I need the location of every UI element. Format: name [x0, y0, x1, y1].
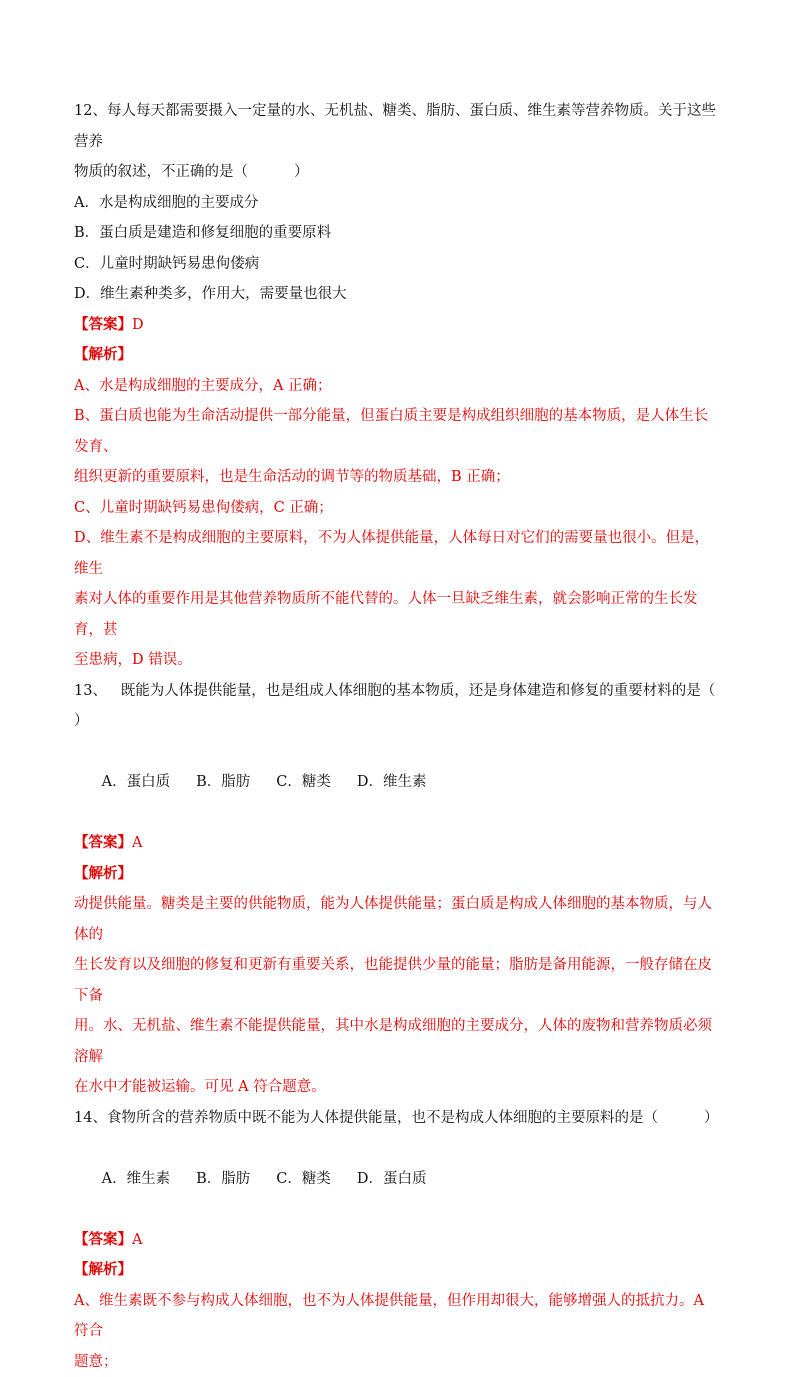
answer-tag: 【答案】	[74, 834, 132, 851]
q13-stem-line2: ）	[74, 706, 720, 737]
q13-analysis-line: 动提供能量。糖类是主要的供能物质，能为人体提供能量；蛋白质是构成人体细胞的基本物质，与人体的	[74, 889, 720, 950]
q13-analysis-tag: 【解析】	[74, 859, 720, 890]
q13-analysis-line: 生长发育以及细胞的修复和更新有重要关系，也能提供少量的能量；脂肪是备用能源，一般存储在皮下备	[74, 950, 720, 1011]
q13-options	[74, 737, 720, 829]
q14-option-a: A．维生素	[102, 1164, 170, 1195]
answer-tag: 【答案】	[74, 1231, 132, 1248]
q14-stem-line1: 14、食物所含的营养物质中既不能为人体提供能量，也不是构成人体细胞的主要原料的是（ ）	[74, 1103, 720, 1134]
q14-option-d: D．蛋白质	[357, 1164, 427, 1195]
q14-option-b: B．脂肪	[196, 1164, 250, 1195]
q12-analysis-line: 至患病，D 错误。	[74, 645, 720, 676]
q12-answer	[74, 310, 720, 341]
q12-analysis-line: 素对人体的重要作用是其他营养物质所不能代替的。人体一旦缺乏维生素，就会影响正常的生长发育，甚	[74, 584, 720, 645]
q14-answer	[74, 1225, 720, 1256]
q12-stem-line2: 物质的叙述，不正确的是（ ）	[74, 157, 720, 188]
q12-analysis-line: C、儿童时期缺钙易患佝偻病，C 正确；	[74, 493, 720, 524]
q12-analysis-line: A、水是构成细胞的主要成分，A 正确；	[74, 371, 720, 402]
answer-tag: 【答案】	[74, 316, 132, 333]
q13-stem-line1: 13、 既能为人体提供能量，也是组成人体细胞的基本物质，还是身体建造和修复的重要材料的是（	[74, 676, 720, 707]
q12-analysis-tag: 【解析】	[74, 340, 720, 371]
answer-value: A	[132, 1232, 142, 1248]
q14-options	[74, 1133, 720, 1225]
question-14	[74, 1103, 720, 1377]
q12-analysis-line: B、蛋白质也能为生命活动提供一部分能量，但蛋白质主要是构成组织细胞的基本物质，是人体生长发育、	[74, 401, 720, 462]
q14-analysis-line: 题意；	[74, 1347, 720, 1377]
q12-stem-line1: 12、每人每天都需要摄入一定量的水、无机盐、糖类、脂肪、蛋白质、维生素等营养物质。关于这些营养	[74, 96, 720, 157]
q13-analysis-line: 在水中才能被运输。可见 A 符合题意。	[74, 1072, 720, 1103]
q14-analysis-line: A、维生素既不参与构成人体细胞，也不为人体提供能量，但作用却很大，能够增强人的抵抗力。A 符合	[74, 1286, 720, 1347]
q12-analysis-line: 组织更新的重要原料，也是生命活动的调节等的物质基础，B 正确；	[74, 462, 720, 493]
q13-answer	[74, 828, 720, 859]
q13-option-c: C．糖类	[276, 767, 331, 798]
q12-option-d: D．维生素种类多，作用大，需要量也很大	[74, 279, 720, 310]
q13-option-b: B．脂肪	[196, 767, 250, 798]
question-12	[74, 96, 720, 676]
q14-option-c: C．糖类	[276, 1164, 331, 1195]
answer-value: D	[132, 317, 144, 333]
q12-option-a: A．水是构成细胞的主要成分	[74, 188, 720, 219]
q13-analysis-line: 用。水、无机盐、维生素不能提供能量，其中水是构成细胞的主要成分，人体的废物和营养物质必须溶解	[74, 1011, 720, 1072]
q13-option-d: D．维生素	[357, 767, 427, 798]
q12-option-b: B．蛋白质是建造和修复细胞的重要原料	[74, 218, 720, 249]
question-13	[74, 676, 720, 1103]
q14-analysis-tag: 【解析】	[74, 1255, 720, 1286]
q12-analysis-line: D、维生素不是构成细胞的主要原料，不为人体提供能量，人体每日对它们的需要量也很小。但是，维生	[74, 523, 720, 584]
q12-option-c: C．儿童时期缺钙易患佝偻病	[74, 249, 720, 280]
answer-value: A	[132, 835, 142, 851]
q13-option-a: A．蛋白质	[102, 767, 170, 798]
